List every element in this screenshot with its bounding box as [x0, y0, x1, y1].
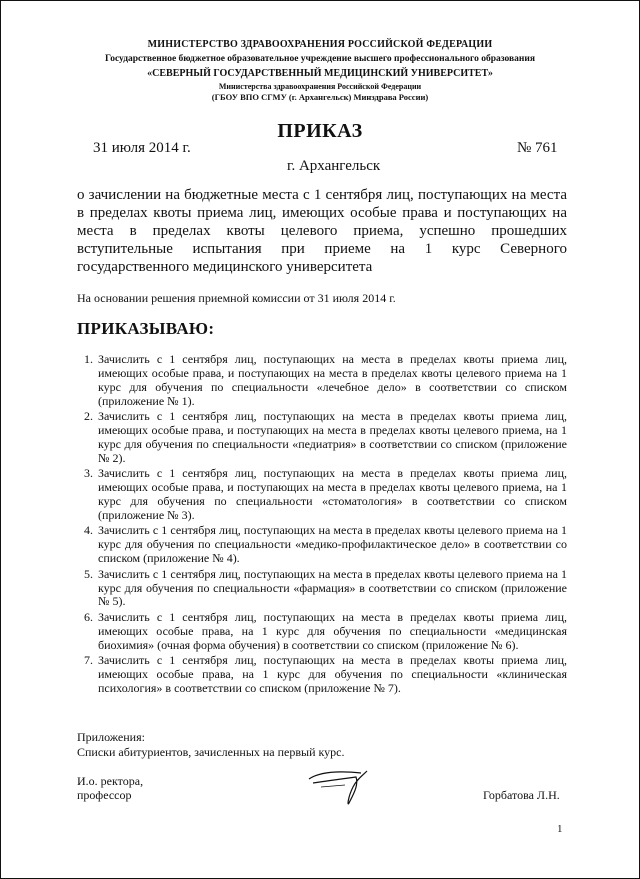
- item-number: 4.: [84, 523, 93, 538]
- orders-heading: ПРИКАЗЫВАЮ:: [77, 319, 215, 338]
- item-number: 7.: [84, 653, 93, 668]
- item-number: 2.: [84, 409, 93, 424]
- item-text: Зачислить с 1 сентября лиц, поступающих на места в пределах квоты приема лиц, имеющих особые права, и поступающих на места в пределах квоты целевого приема, на 1 курс для обучения по специальности «педиатрия» в соответствии со списком (приложение № 2).: [98, 409, 567, 465]
- order-basis: На основании решения приемной комиссии от 31 июля 2014 г.: [77, 291, 396, 305]
- item-number: 3.: [84, 466, 93, 481]
- item-text: Зачислить с 1 сентября лиц, поступающих на места в пределах квоты целевого приема на 1 курс для обучения по специальности «фармация» в соответствии со списком (приложение № 5).: [98, 566, 567, 609]
- list-item: [77, 611, 567, 653]
- order-date: 31 июля 2014 г.: [93, 140, 191, 156]
- handwritten-signature: [301, 763, 381, 813]
- order-subject: о зачислении на бюджетные места с 1 сентября лиц, поступающих на места в пределах квоты приема лиц, имеющих особые права и поступающих на места в пределах квоты целевого приема, успешно прошедших вступительные испытания при приеме на 1 курс Северного государственного медицинского университета: [77, 187, 567, 275]
- list-item: [77, 353, 567, 409]
- order-title: ПРИКАЗ: [277, 120, 363, 142]
- university-name: «СЕВЕРНЫЙ ГОСУДАРСТВЕННЫЙ МЕДИЦИНСКИЙ УНИВЕРСИТЕТ»: [147, 68, 493, 79]
- order-city: г. Архангельск: [287, 158, 381, 174]
- page-number: 1: [557, 823, 563, 835]
- item-text: Зачислить с 1 сентября лиц, поступающих на места в пределах квоты приема лиц, имеющих особые права, на 1 курс для обучения по специальности «медицинская биохимия» (очная форма обучения) в соответствии со списком (приложение № 6).: [98, 609, 567, 652]
- institution-type: Государственное бюджетное образовательное учреждение высшего профессионального образования: [105, 54, 535, 64]
- ministry-short: Министерства здравоохранения Российской Федерации: [218, 82, 422, 91]
- order-number: № 761: [517, 140, 558, 156]
- appendix-text: Списки абитуриентов, зачисленных на первый курс.: [77, 745, 345, 759]
- appendix-label: Приложения:: [77, 730, 145, 744]
- item-text: Зачислить с 1 сентября лиц, поступающих на места в пределах квоты целевого приема на 1 курс для обучения по специальности «медико-профилактическое дело» в соответствии со списком (приложение № 4).: [98, 523, 567, 566]
- list-item: [77, 654, 567, 696]
- item-number: 6.: [84, 609, 93, 624]
- item-text: Зачислить с 1 сентября лиц, поступающих на места в пределах квоты приема лиц, имеющих особые права, и поступающих на места в пределах квоты целевого приема, на 1 курс для обучения по специальности «стоматология» в соответствии со списком (приложение № 3).: [98, 466, 567, 522]
- list-item: [77, 467, 567, 523]
- signer-position-line1: И.о. ректора,: [77, 774, 144, 788]
- order-items-list: [77, 353, 567, 697]
- signer-name: Горбатова Л.Н.: [483, 788, 560, 802]
- item-text: Зачислить с 1 сентября лиц, поступающих на места в пределах квоты приема лиц, имеющих особые права, на 1 курс для обучения по специальности «клиническая психология» в соответствии со списком (приложение № 7).: [98, 653, 567, 695]
- signer-position-line2: профессор: [77, 788, 132, 802]
- list-item: [77, 410, 567, 466]
- list-item: [77, 524, 567, 566]
- ministry-name: МИНИСТЕРСТВО ЗДРАВООХРАНЕНИЯ РОССИЙСКОЙ ФЕДЕРАЦИИ: [147, 39, 493, 50]
- list-item: [77, 568, 567, 610]
- item-number: 1.: [84, 352, 93, 366]
- university-abbrev: (ГБОУ ВПО СГМУ (г. Архангельск) Минздрава России): [211, 92, 429, 102]
- item-number: 5.: [84, 566, 93, 581]
- item-text: Зачислить с 1 сентября лиц, поступающих на места в пределах квоты приема лиц, имеющих особые права, и поступающих на места в пределах квоты целевого приема на 1 курс для обучения по специальности «лечебное дело» в соответствии со списком (приложение № 1).: [98, 352, 567, 408]
